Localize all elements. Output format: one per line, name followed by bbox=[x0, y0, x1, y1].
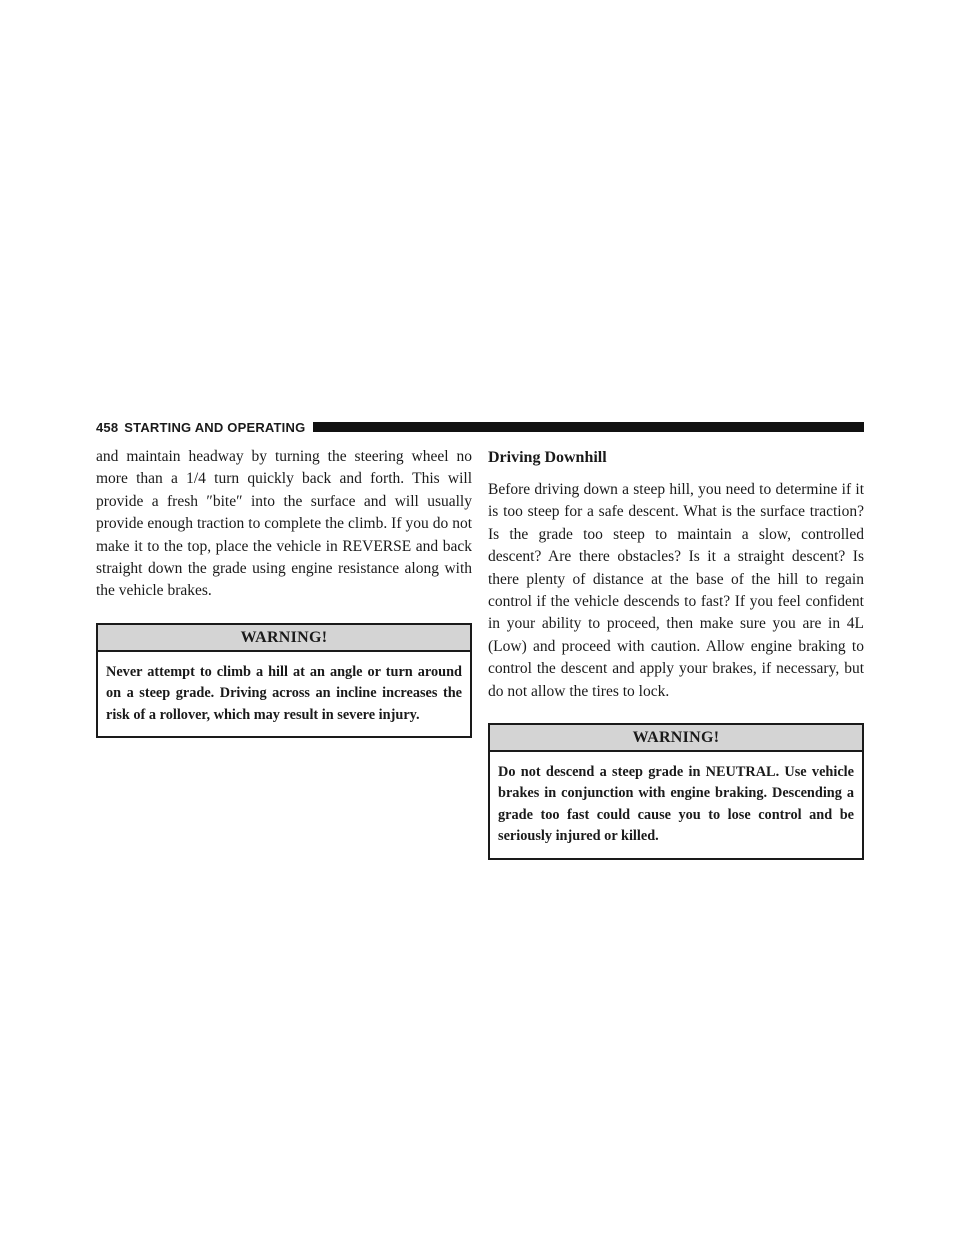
left-paragraph: and maintain headway by turning the steering wheel no more than a 1/4 turn quickly back and forth. This will provide a fresh ″bite″ into the surface and will usually provide enough traction to complete the climb. If you do not make it to the top, place the vehicle in REVERSE and back straight down the grade using engine resistance along with the vehicle brakes. bbox=[96, 448, 472, 600]
page-number: 458 bbox=[96, 419, 119, 435]
warning-title-right: WARNING! bbox=[490, 725, 862, 752]
section-title: STARTING AND OPERATING bbox=[124, 419, 306, 435]
warning-title-left: WARNING! bbox=[98, 625, 470, 652]
left-column bbox=[96, 446, 472, 738]
right-paragraph: Before driving down a steep hill, you need to determine if it is too steep for a safe descent. What is the surface traction? Is the grade too steep to maintain a slow, controlled descent? Are there obstacles? Is it a straight descent? Is there plenty of distance at the base of the hill to regain control if the vehicle descends to fast? If you feel confident in your ability to proceed, then make sure you are in 4L (Low) and proceed with caution. Allow engine braking to control the descent and apply your brakes, if necessary, but do not allow the tires to lock. bbox=[488, 481, 864, 700]
header-rule bbox=[313, 422, 864, 432]
warning-text-right: Do not descend a steep grade in NEUTRAL. Use vehicle brakes in conjunction with engine braking. Descending a grade too fast could cause you to lose control and be seriously injured or killed. bbox=[498, 764, 854, 845]
page-header bbox=[96, 418, 864, 436]
section-heading: Driving Downhill bbox=[488, 449, 607, 466]
warning-box-left bbox=[96, 623, 472, 738]
right-column bbox=[488, 446, 864, 860]
warning-box-right bbox=[488, 723, 864, 860]
warning-text-left: Never attempt to climb a hill at an angle or turn around on a steep grade. Driving across an incline increases the risk of a rollover, which may result in severe injury. bbox=[106, 663, 462, 723]
